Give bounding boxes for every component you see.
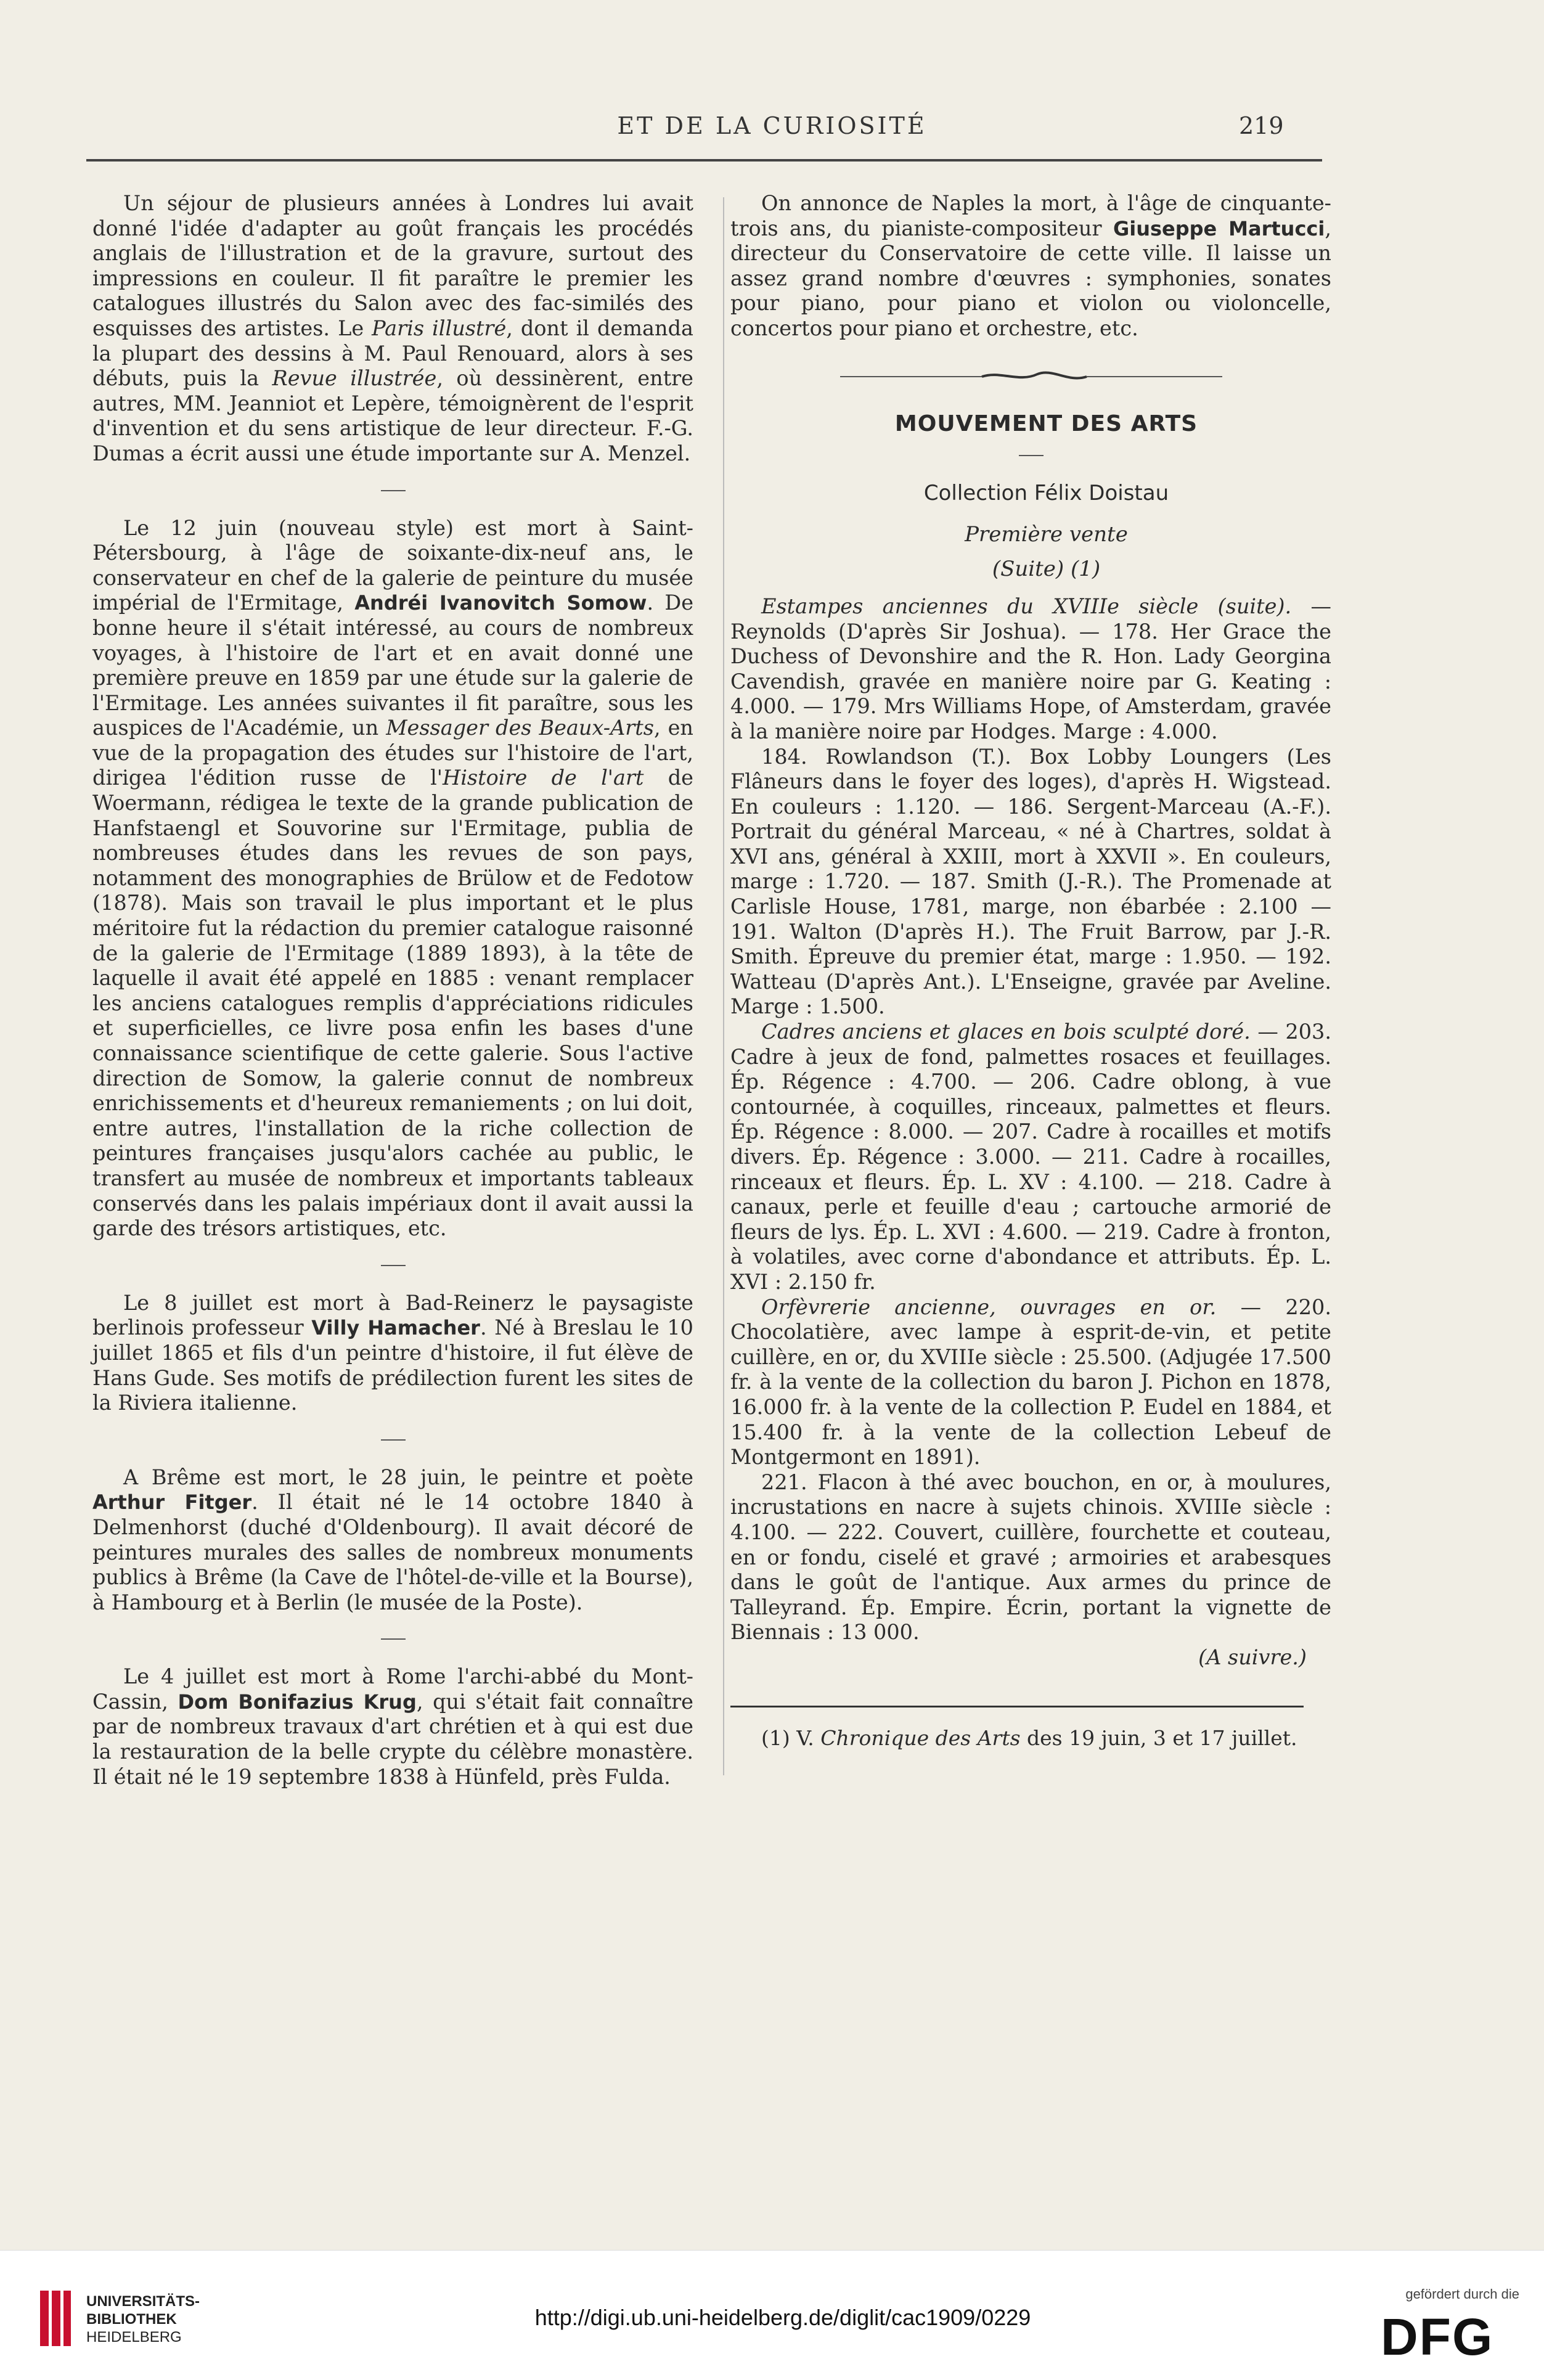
suite-label: (Suite) (1): [992, 557, 1101, 582]
ornament-divider: [840, 369, 1222, 384]
dfg-logo: DFG: [1381, 2308, 1494, 2366]
column-divider: [723, 197, 724, 1775]
source-url-link[interactable]: http://digi.ub.uni-heidelberg.de/diglit/cac1909/0229: [534, 2305, 1031, 2330]
header-rule: [86, 159, 1322, 162]
footnote: (1) V. Chronique des Arts des 19 juin, 3 et 17 juillet.: [761, 1726, 1297, 1751]
paragraph-hamacher: Le 8 juillet est mort à Bad-Reinerz le paysagiste berlinois professeur Villy Hamacher. Né à Breslau le 10 juillet 1865 et fils d'un peintre d'histoire, il fut élève de Hans Gude. Ses motifs de prédilection furent les sites de la Riviera italienne.: [92, 1290, 693, 1415]
entry-estampes: Estampes anciennes du XVIIIe siècle (suite). — Reynolds (D'après Sir Joshua). — 178. Her Grace the Duchess of Devonshire and the R. Hon. Lady Georgina Cavendish, gravée en manière noire par G. Keating : 4.000. — 179. Mrs Williams Hope, of Amsterdam, gravée à la manière noire par Hodges. Marge : 4.000.: [730, 594, 1331, 743]
running-title: ET DE LA CURIOSITÉ: [617, 112, 927, 139]
paragraph-martucci: On annonce de Naples la mort, à l'âge de cinquante-trois ans, du pianiste-compositeur Giuseppe Martucci, directeur du Conservatoire de cette ville. Il laisse un assez grand nombre d'œuvres : symphonies, sonates pour piano, pour piano et violon ou violoncelle, concertos pour piano et orchestre, etc.: [730, 191, 1332, 340]
library-name: UNIVERSITÄTS- BIBLIOTHEK HEIDELBERG: [86, 2293, 200, 2345]
separator: [381, 490, 406, 491]
separator: [1019, 455, 1044, 456]
separator: [381, 1638, 406, 1640]
entry-orfevrerie: Orfèvrerie ancienne, ouvrages en or. — 220. Chocolatière, avec lampe à esprit-de-vin, et petite cuillère, en or, du XVIIIe siècle : 25.500. (Adjugée 17.500 fr. à la vente de la collection du baron J. Pichon en 1878, 16.000 fr. à la vente de la collection P. Eudel en 1884, et 15.400 fr. à la vente de la collection Lebeuf de Montgermont en 1891).: [730, 1294, 1331, 1470]
page-number: 219: [1239, 112, 1284, 139]
sale-title: Première vente: [965, 521, 1128, 547]
a-suivre: (A suivre.): [1198, 1645, 1307, 1669]
entry-184: 184. Rowlandson (T.). Box Lobby Loungers (Les Flâneurs dans le foyer des loges), d'après H. Wigstead. En couleurs : 1.120. — 186. Sergent-Marceau (A.-F.). Portrait du général Marceau, « né à Chartres, soldat à XVI ans, général à XXIII, mort à XXVII ». En couleurs, marge : 1.720. — 187. Smith (J.-R.). The Promenade at Carlisle House, 1781, marge, non ébarbée : 2.100 — 191. Walton (D'après H.). The Fruit Barrow, par J.-R. Smith. Épreuve du premier état, marge : 1.950. — 192. Watteau (D'après Ant.). L'Enseigne, gravée par Aveline. Marge : 1.500.: [730, 744, 1331, 1019]
separator: [381, 1439, 406, 1441]
entry-cadres: Cadres anciens et glaces en bois sculpté doré. — 203. Cadre à jeux de fond, palmettes rosaces et feuillages. Ép. Régence : 4.700. — 206. Cadre oblong, à vue contournée, à coquilles, rinceaux, palmettes et fleurs. Ép. Régence : 8.000. — 207. Cadre à rocailles et motifs divers. Ép. Régence : 3.000. — 211. Cadre à rocailles, rinceaux et fleurs. Ép. L. XV : 4.100. — 218. Cadre à canaux, perle et feuille d'eau ; cartouche armorié de fleurs de lys. Ép. L. XVI : 4.600. — 219. Cadre à fronton, à volatiles, avec corne d'abondance et attributs. Ép. L. XVI : 2.150 fr.: [730, 1020, 1332, 1294]
paragraph-krug: Le 4 juillet est mort à Rome l'archi-abbé du Mont-Cassin, Dom Bonifazius Krug, qui s'était fait connaître par de nombreux travaux d'art chrétien et à qui est due la restauration de la belle crypte du célèbre monastère. Il était né le 19 septembre 1838 à Hünfeld, près Fulda.: [92, 1664, 694, 1789]
university-logo-icon: [37, 2288, 74, 2349]
footnote-rule: [730, 1706, 1304, 1707]
separator: [381, 1265, 406, 1266]
entry-221: 221. Flacon à thé avec bouchon, en or, à moulures, incrustations en nacre à sujets chinois. XVIIIe siècle : 4.100. — 222. Couvert, cuillère, fourchette et couteau, en or fondu, ciselé et gravé ; armoiries et arabesques dans le goût de l'antique. Aux armes du prince de Talleyrand. Ép. Empire. Écrin, portant la vignette de Biennais : 13 000.: [730, 1470, 1331, 1645]
paragraph-dumas: Un séjour de plusieurs années à Londres lui avait donné l'idée d'adapter au goût français les procédés anglais de l'illustration et de la gravure, surtout des impressions en couleur. Il fit paraître le premier les catalogues illustrés du Salon avec des fac-similés des esquisses des artistes. Le Paris illustré, dont il demanda la plupart des dessins à M. Paul Renouard, alors à ses débuts, puis la Revue illustrée, où dessinèrent, entre autres, MM. Jeanniot et Lepère, témoignèrent de l'esprit d'invention et du sens artistique de leur directeur. F.-G. Dumas a écrit aussi une étude importante sur A. Menzel.: [92, 191, 693, 465]
left-column: [92, 191, 693, 1789]
paragraph-somow: Le 12 juin (nouveau style) est mort à Saint-Pétersbourg, à l'âge de soixante-dix-neuf ans, le conservateur en chef de la galerie de peinture du musée impérial de l'Ermitage, Andréi Ivanovitch Somow. De bonne heure il s'était intéressé, au cours de nombreux voyages, à l'histoire de l'art et en avait donné une première preuve en 1859 par une étude sur la galerie de l'Ermitage. Les années suivantes il fit paraître, sous les auspices de l'Académie, un Messager des Beaux-Arts, en vue de la propagation des études sur l'histoire de l'art, dirigea l'édition russe de l'Histoire de l'art de Woermann, rédigea le texte de la grande publication de Hanfstaengl et Souvorine sur l'Ermitage, publia de nombreuses études dans les revues de son pays, notamment des monographies de Brülow et de Fedotow (1878). Mais son travail le plus important et le plus méritoire fut la rédaction du premier catalogue raisonné de la galerie de l'Ermitage (1889 1893), à la tête de laquelle il avait été appelé en 1885 : venant remplacer les anciens catalogues remplis d'appréciations ridicules et superficielles, ce livre posa enfin les bases d'une connaissance scientifique de cette galerie. Sous l'active direction de Somow, la galerie connut de nombreux enrichissements et d'heureux remaniements ; on lui doit, entre autres, l'installation de la riche collection de peintures françaises jusqu'alors cachée au public, le transfert au musée de nombreux et importants tableaux conservés dans les palais impériaux dont il avait aussi la garde des trésors artistiques, etc.: [92, 515, 694, 1241]
footer-bar: [0, 2250, 1544, 2380]
right-column: [730, 191, 1331, 1751]
paragraph-fitger: A Brême est mort, le 28 juin, le peintre et poète Arthur Fitger. Il était né le 14 octobre 1840 à Delmenhorst (duché d'Oldenbourg). Il avait décoré de peintures murales des salles de nombreux monuments publics à Brême (la Cave de l'hôtel-de-ville et la Bourse), à Hambourg et à Berlin (le musée de la Poste).: [92, 1465, 693, 1614]
collection-title: Collection Félix Doistau: [923, 481, 1169, 506]
funded-by-label: gefördert durch die: [1405, 2286, 1519, 2302]
section-title: MOUVEMENT DES ARTS: [894, 411, 1198, 436]
